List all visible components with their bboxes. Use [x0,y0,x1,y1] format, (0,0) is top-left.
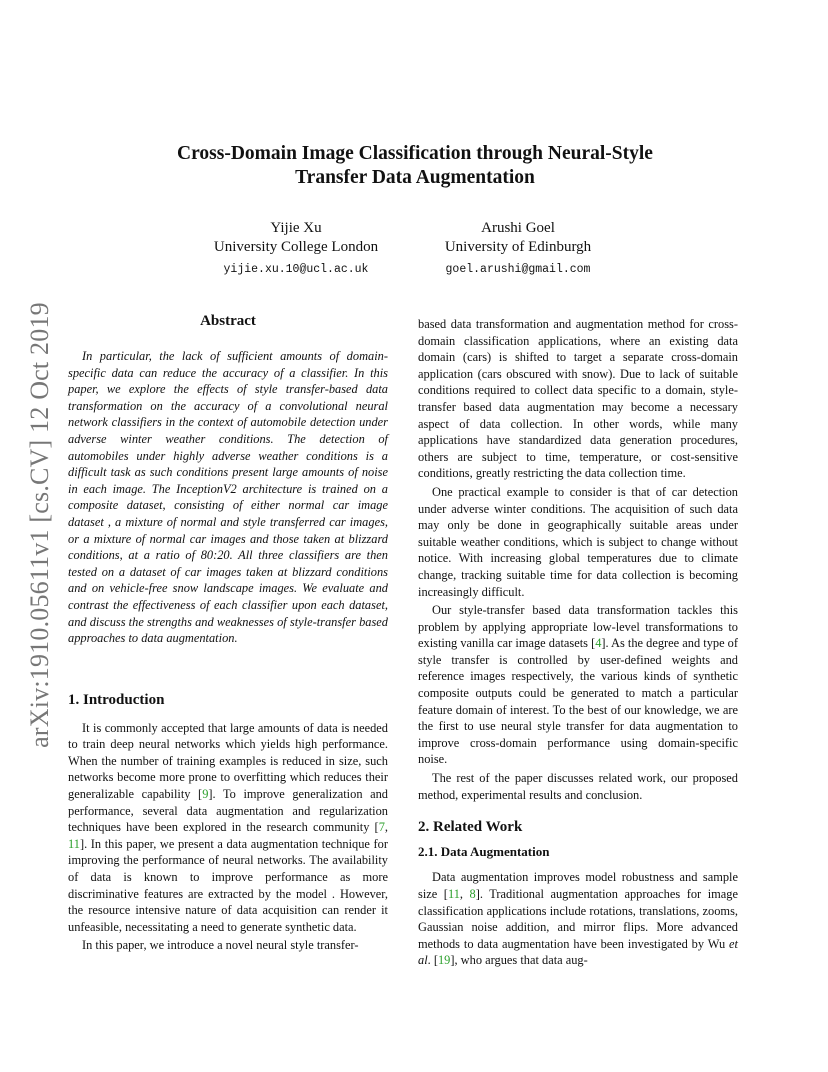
author-1 [196,219,396,279]
section-heading: 1. Introduction [68,692,165,708]
author-name: Yijie Xu [270,220,322,236]
author-affiliation: University of Edinburgh [444,239,592,255]
author-email: goel.arushi@gmail.com [445,263,591,276]
citation-link[interactable]: 4 [595,636,602,651]
citation-link[interactable]: 11 [447,887,460,901]
author-affiliation: University College London [213,239,379,255]
paragraph: based data transformation and augmentation method for cross-domain classification applications, where an existing data domain (cars) is shifted to target a separate cross-domain application (cars obscured with snow). Due to lack of suitable conditions required to collect data specific to a domain, style-transfer based data augmentation may become a necessary aspect of data collection. In other words, while many applications have standardized data generation procedures, others are subject to time, temperature, or cost-sensitive conditions, greatly restricting the data collection time. [418,317,738,481]
author-email: yijie.xu.10@ucl.ac.uk [223,263,369,276]
arxiv-identifier: arXiv:1910.05611v1 [cs.CV] 12 Oct 2019 [25,302,54,748]
right-column [418,316,738,969]
title-line-1: Cross-Domain Image Classification through Neural-Style [177,143,653,164]
citation-link[interactable]: 11 [68,836,80,851]
author-name: Arushi Goel [481,220,555,236]
section-heading: 2. Related Work [418,819,523,836]
citation-link[interactable]: 7 [378,820,385,835]
introduction-section [68,692,388,954]
citation-link[interactable]: 19 [437,953,451,968]
paragraph: The rest of the paper discusses related work, our proposed method, experimental results and conclusion. [418,771,738,802]
citation-link[interactable]: 8 [469,887,476,901]
abstract-text: In particular, the lack of sufficient amounts of domain-specific data can reduce the accuracy of a classifier. In this paper, we explore the effects of style transfer-based data transformation on the accuracy of a convolutional neural network classifiers in the context of automobile detection under adverse winter weather conditions. The detection of automobiles under highly adverse weather conditions is a difficult task as such conditions present large amounts of noise in each image. The InceptionV2 architecture is trained on a composite dataset, consisting of either normal car image dataset , a mixture of normal and style transferred car images, or a mixture of normal car images and those taken at blizzard conditions, at a ratio of 80:20. All three classifiers are then tested on a dataset of car images taken at blizzard conditions and on vehicle-free snow landscape images. We evaluate and contrast the effectiveness of each classifier upon each dataset, and discuss the strengths and weaknesses of style-transfer based approaches to data augmentation. [68,349,388,646]
subsection-heading: 2.1. Data Augmentation [418,843,550,859]
paragraph: Our style-transfer based data transformation tackles this problem by applying appropriate low-level transformations to existing vanilla car image datasets [4]. As the degree and type of style transfer is controlled by user-defined weights and reference images respectively, the various kinds of synthetic composite outputs could be generated to match a particular feature domain of interest. To the best of our knowledge, we are the first to use neural style transfer for data augmentation to improve cross-domain performance using domain-specific noise. [418,603,738,767]
citation-link[interactable]: 9 [202,786,209,801]
title-line-2: Transfer Data Augmentation [295,167,535,188]
arxiv-sidebar [20,290,60,760]
paper-title [70,142,760,190]
paragraph: In this paper, we introduce a novel neural style transfer- [82,938,359,953]
author-2 [418,219,618,279]
paragraph: It is commonly accepted that large amounts of data is needed to train deep neural networks which yields high performance. When the number of training examples is reduced in size, such networks become more prone to overfitting which reduces their generalizable capability [9]. To improve generalization and performance, several data augmentation and regularization techniques have been explored in the research community [7, 11]. In this paper, we present a data augmentation technique for improving the performance of neural networks. The availability of data is known to improve performance as more discriminative features are extracted by the model . However, the resource intensive nature of data acquisition can render it unfeasible, necessitating a need to generate synthetic data. [68,720,388,934]
paragraph: Data augmentation improves model robustness and sample size [11, 8]. Traditional augmentation approaches for image classification applications include rotations, translations, zooms, Gaussian noise addition, and mirror flips. More advanced methods to data augmentation have been investigated by Wu et al. [19], who argues that data aug- [418,870,738,968]
abstract-heading: Abstract [200,313,256,329]
paragraph: One practical example to consider is that of car detection under adverse winter conditions. The acquisition of such data may only be done in geographically suitable areas under suitable weather conditions, which is subject to change without notice. With increasing global temperatures due to climate change, tracking suitable time for data collection is becoming increasingly difficult. [418,484,738,599]
abstract-body [68,348,388,647]
